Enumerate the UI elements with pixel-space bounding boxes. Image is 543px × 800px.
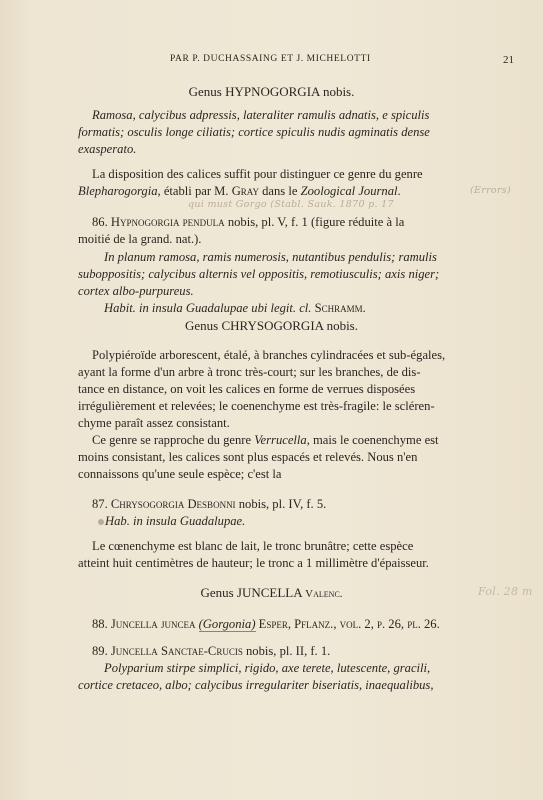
species-entry-88: 88. Juncella juncea (Gorgonia) Esper, Pflanz., vol. 2, p. 26, pl. 26.: [92, 617, 440, 631]
description-line: connaissons qu'une seule espèce; c'est la: [78, 467, 282, 481]
page-number: 21: [503, 54, 514, 66]
species-entry-89: 89. Juncella Sanctae-Crucis nobis, pl. II, f. 1.: [92, 644, 331, 658]
remark-line: Blepharogorgia, établi par M. Gray dans le Zoological Journal.: [78, 184, 401, 198]
handwritten-margin-note: Fol. 28 m: [478, 585, 533, 598]
diagnosis-line: Ramosa, calycibus adpressis, lateraliter ramulis adnatis, e spiculis: [92, 108, 430, 122]
species-diagnosis-line: cortex albo-purpureus.: [78, 284, 194, 298]
species-habitat: Habit. in insula Guadalupae ubi legit. cl. Schramm.: [104, 301, 366, 315]
description-line: moins consistant, les calices sont plus espacés et relevés. Nous n'en: [78, 450, 418, 464]
species-diagnosis-line: cortice cretaceo, albo; calycibus irregulariter biseriatis, inaequalibus,: [78, 678, 434, 692]
species-entry-87: 87. Chrysogorgia Desbonni nobis, pl. IV, f. 5.: [92, 497, 327, 511]
handwritten-margin-note: (Errors): [470, 185, 511, 196]
description-line: Polypiéroïde arborescent, étalé, à branches cylindracées et sub-égales,: [92, 348, 446, 362]
description-line: irrégulièrement et relevées; le coenenchyme est très-fragile: le scléren-: [78, 399, 435, 413]
species-habitat: Hab. in insula Guadalupae.: [98, 513, 245, 530]
stain-mark: [98, 519, 104, 525]
species-entry-86: [92, 214, 404, 231]
species-reference: nobis, pl. V, f. 1 (figure réduite à la: [227, 215, 405, 229]
description-line: ayant la forme d'un arbre à tronc très-court; sur les branches, de dis-: [78, 365, 421, 379]
description-line: Ce genre se rapproche du genre Verrucella, mais le coenenchyme est: [92, 433, 439, 447]
species-reference-cont: moitié de la grand. nat.).: [78, 232, 202, 246]
remark-line: La disposition des calices suffit pour distinguer ce genre du genre: [92, 167, 423, 181]
species-name: Hypnogorgia pendula: [110, 215, 225, 229]
genus-heading-hypnogorgia: Genus HYPNOGORGIA nobis.: [188, 84, 355, 99]
running-header: PAR P. DUCHASSAING ET J. MICHELOTTI: [170, 54, 371, 64]
genus-heading-juncella: Genus JUNCELLA Valenc.: [200, 585, 343, 600]
species-diagnosis-line: suboppositis; calycibus alternis vel oppositis, remotiusculis; axis niger;: [78, 267, 440, 281]
species-diagnosis-line: Polyparium stirpe simplici, rigido, axe terete, lutescente, gracili,: [104, 661, 431, 675]
species-notes-line: Le cœnenchyme est blanc de lait, le tronc brunâtre; cette espèce: [92, 539, 414, 553]
species-diagnosis-line: In planum ramosa, ramis numerosis, nutantibus pendulis; ramulis: [104, 250, 437, 264]
species-number: 86.: [92, 215, 108, 229]
description-line: chyme paraît assez consistant.: [78, 416, 230, 430]
description-line: tance en distance, on voit les calices en forme de verrues disposées: [78, 382, 416, 396]
diagnosis-line: exasperato.: [78, 142, 137, 156]
handwritten-annotation: qui must Gorgo (Stabl. Sauk. 1870 p. 17: [188, 199, 394, 210]
diagnosis-line: formatis; osculis longe ciliatis; cortice spiculis nudis agminatis dense: [78, 125, 430, 139]
genus-heading-chrysogorgia: Genus CHRYSOGORGIA nobis.: [185, 318, 358, 333]
species-notes-line: atteint huit centimètres de hauteur; le tronc a 1 millimètre d'épaisseur.: [78, 556, 429, 570]
